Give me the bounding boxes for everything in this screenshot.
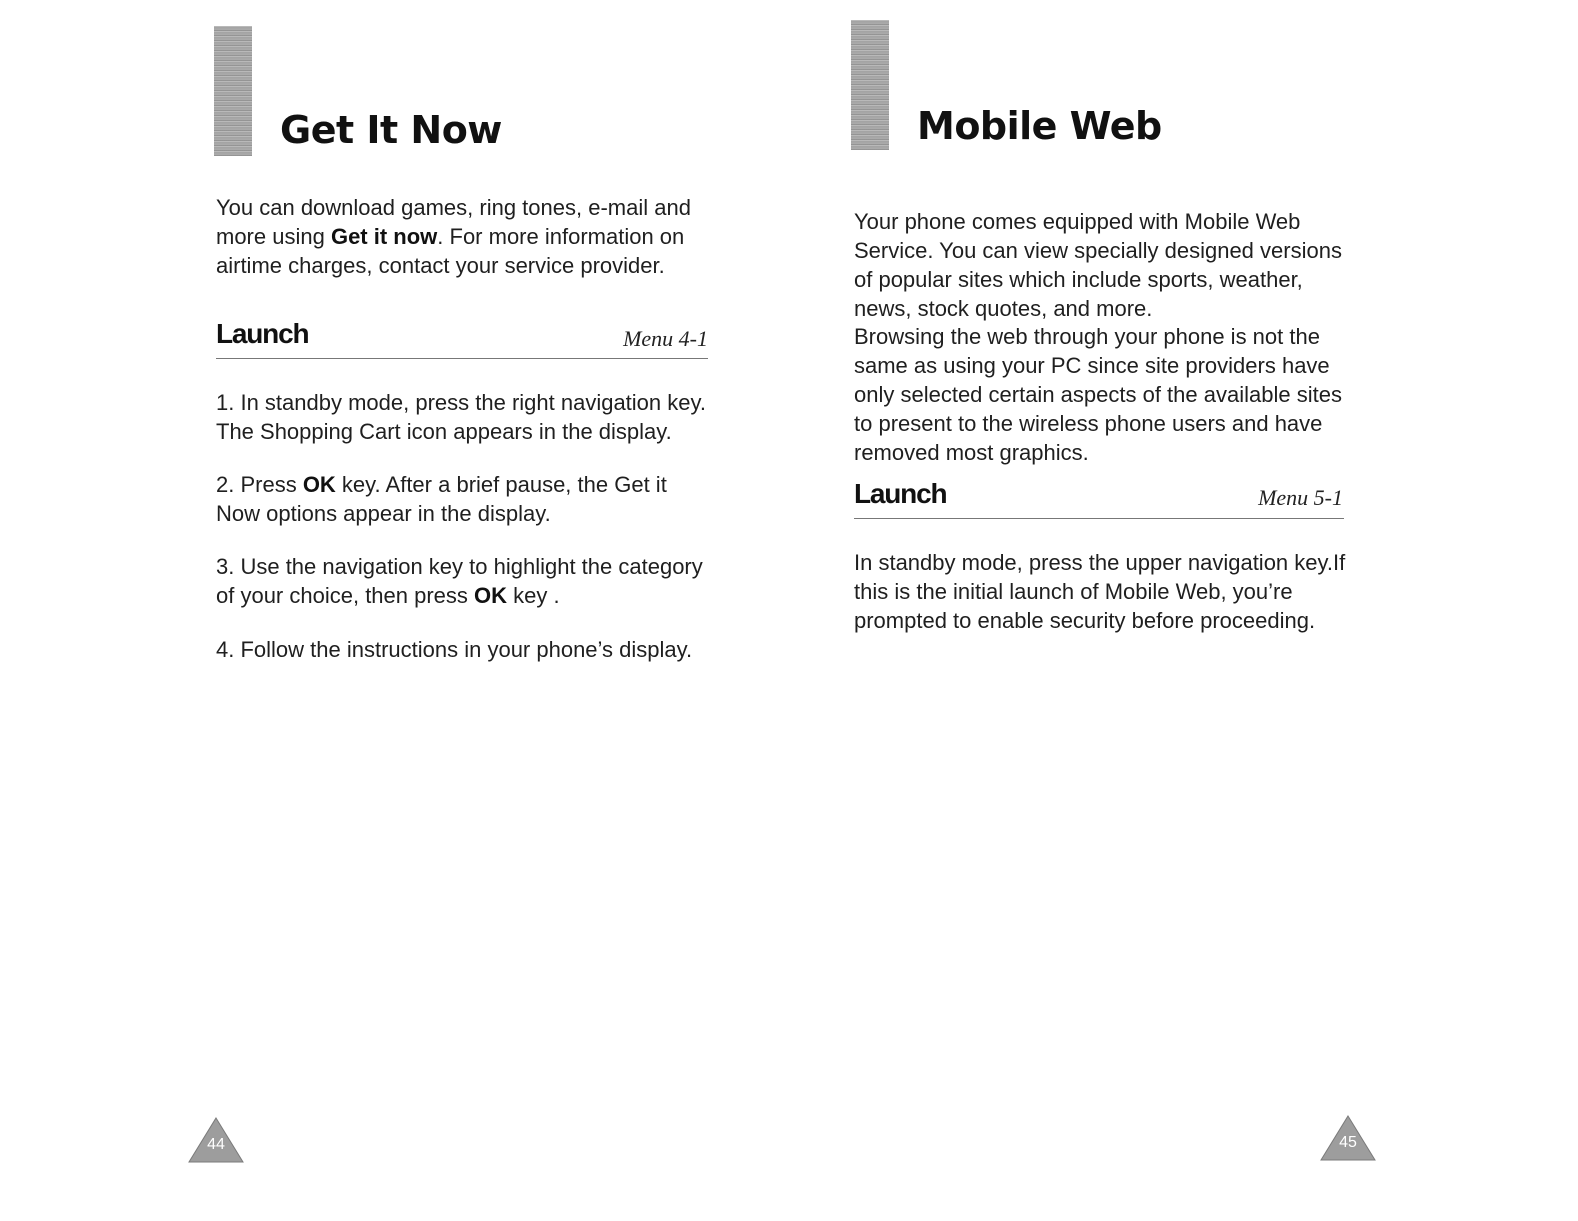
intro-paragraph: You can download games, ring tones, e-mail and more using Get it now. For more information on airtime charges, contact your service provider. <box>216 195 691 278</box>
page-number: 44 <box>207 1136 225 1153</box>
section-heading: Launch <box>216 318 309 349</box>
title-accent-bar <box>214 26 252 156</box>
page-number-marker <box>187 1116 245 1164</box>
step-4: 4. Follow the instructions in your phone’s display. <box>216 637 693 662</box>
page-title: Mobile Web <box>917 104 1162 148</box>
menu-reference: Menu 5-1 <box>1258 485 1343 510</box>
step-1: 1. In standby mode, press the right navigation key. The Shopping Cart icon appears in the display. <box>216 390 706 444</box>
step-2: 2. Press OK key. After a brief pause, the Get it Now options appear in the display. <box>216 472 667 526</box>
intro-paragraph: Your phone comes equipped with Mobile Web Service. You can view specially designed versions of popular sites which include sports, weather, news, stock quotes, and more. <box>854 209 1342 321</box>
section-divider <box>216 358 708 359</box>
title-accent-bar <box>851 20 889 150</box>
launch-instructions: In standby mode, press the upper navigation key.If this is the initial launch of Mobile Web, you’re prompted to enable security before proceeding. <box>854 550 1346 633</box>
section-divider <box>854 518 1344 519</box>
section-heading: Launch <box>854 478 947 509</box>
page-number: 45 <box>1339 1134 1357 1151</box>
right-page <box>789 0 1578 1221</box>
page-number-marker <box>1319 1114 1377 1162</box>
step-3: 3. Use the navigation key to highlight the category of your choice, then press OK key . <box>216 554 703 608</box>
intro-paragraph-2: Browsing the web through your phone is not the same as using your PC since site providers have only selected certain aspects of the available sites to present to the wireless phone users and have removed most graphics. <box>854 324 1342 465</box>
menu-reference: Menu 4-1 <box>623 326 708 351</box>
page-title: Get It Now <box>280 108 502 152</box>
